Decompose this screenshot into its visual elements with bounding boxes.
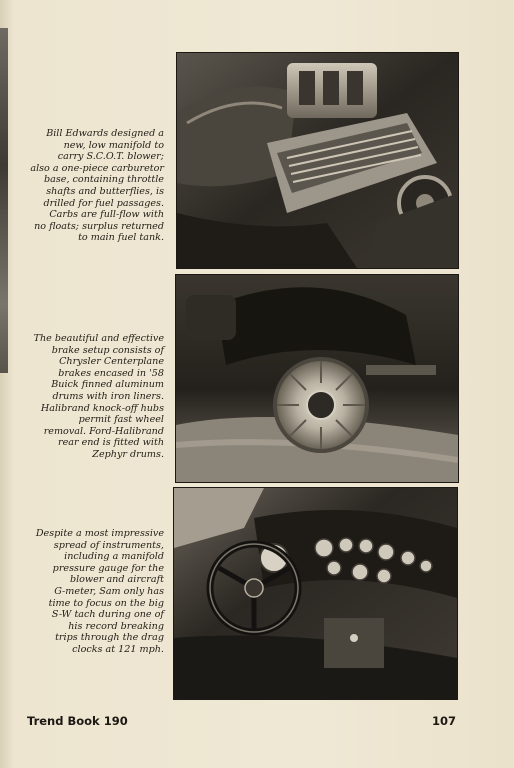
- caption-line: base, containing throttle: [43, 174, 164, 186]
- caption-line: no floats; surplus returned: [34, 220, 164, 232]
- caption-line: permit fast wheel: [78, 414, 164, 426]
- caption-line: G-meter, Sam only has: [54, 585, 164, 597]
- caption-line: spread of instruments,: [53, 539, 164, 551]
- caption-line: carry S.C.O.T. blower;: [57, 151, 164, 163]
- cockpit-photo-art: [174, 488, 457, 699]
- caption-line: rear end is fitted with: [58, 437, 164, 449]
- caption-line: Despite a most impressive: [35, 528, 164, 539]
- caption-line: The beautiful and effective: [33, 333, 164, 344]
- caption-line: clocks at 121 mph.: [72, 643, 164, 655]
- caption-line: removal. Ford-Halibrand: [43, 425, 164, 437]
- caption-line: Zephyr drums.: [92, 448, 164, 460]
- caption-line: pressure gauge for the: [52, 562, 164, 574]
- photo-brake-drum: [175, 274, 459, 483]
- caption-line: also a one-piece carburetor: [30, 162, 164, 174]
- caption-line: brake setup consists of: [51, 344, 164, 356]
- caption-instruments: [36, 528, 164, 656]
- publication-title: Trend Book 190: [27, 714, 128, 728]
- caption-line: time to focus on the big: [48, 597, 164, 609]
- caption-line: Halibrand knock-off hubs: [40, 402, 164, 414]
- caption-line: Bill Edwards designed a: [46, 128, 164, 139]
- photo-engine-blower: [176, 52, 459, 269]
- caption-line: drilled for fuel passages.: [43, 197, 164, 209]
- photo-cockpit-instruments: [173, 487, 458, 700]
- caption-line: drums with iron liners.: [52, 390, 164, 402]
- caption-line: including a manifold: [64, 551, 164, 563]
- caption-line: new, low manifold to: [63, 139, 164, 151]
- caption-line: S-W tach during one of: [51, 609, 164, 621]
- caption-line: to main fuel tank.: [78, 232, 164, 244]
- adjacent-page-edge: [0, 28, 8, 373]
- caption-line: Chrysler Centerplane: [59, 356, 164, 368]
- caption-line: brakes encased in '58: [58, 367, 164, 379]
- engine-photo-art: [177, 53, 458, 268]
- caption-line: Carbs are full-flow with: [49, 209, 164, 221]
- page-number: 107: [431, 714, 456, 728]
- caption-line: shafts and butterflies, is: [46, 185, 164, 197]
- brake-photo-art: [176, 275, 458, 482]
- caption-engine: [30, 128, 164, 244]
- caption-line: trips through the drag: [55, 632, 164, 644]
- caption-line: blower and aircraft: [69, 574, 164, 586]
- caption-line: his record breaking: [68, 620, 164, 632]
- caption-brakes: [34, 333, 164, 461]
- caption-line: Buick finned aluminum: [51, 379, 164, 391]
